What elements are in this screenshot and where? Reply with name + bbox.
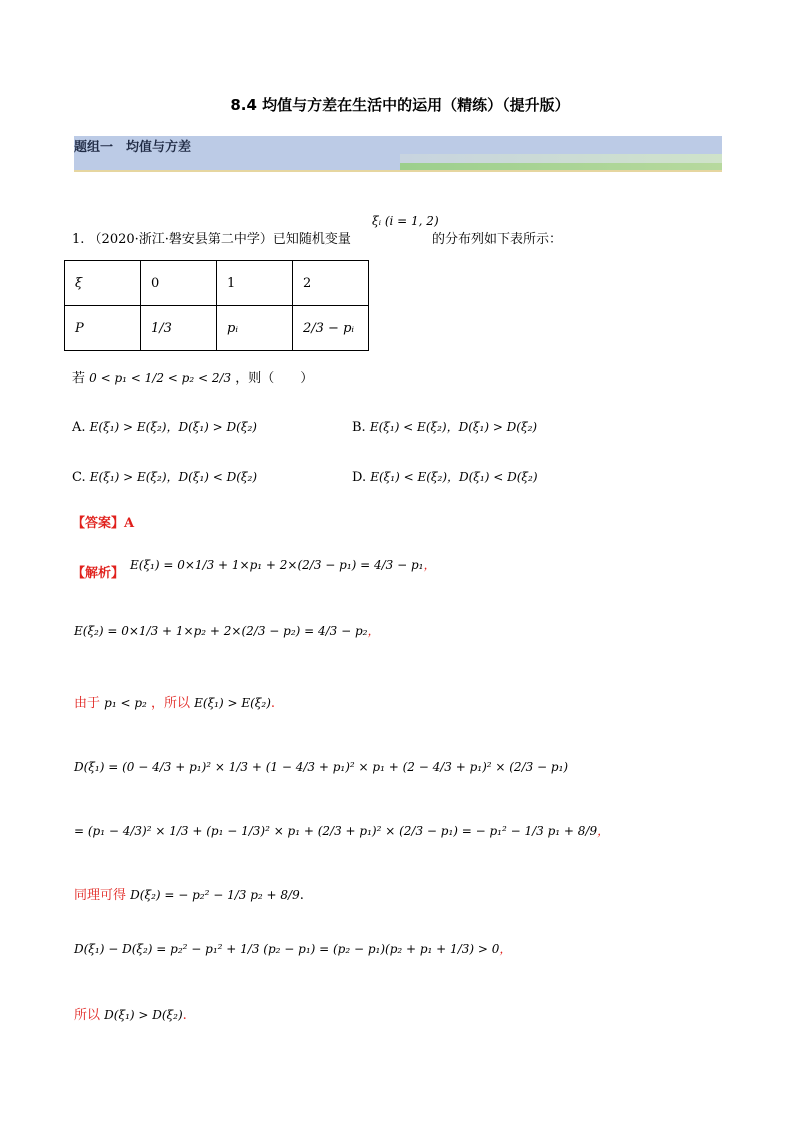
text: ，所以 (150, 696, 190, 711)
option-a[interactable] (72, 418, 257, 435)
equation: D(ξ₁) − D(ξ₂) = p₂² − p₁² + 1/3 (p₂ − p₁) = (p₂ − p₁)(p₂ + p₁ + 1/3) > 0 (74, 942, 500, 956)
option-text: E(ξ₁) > E(ξ₂)，D(ξ₁) < D(ξ₂) (89, 470, 258, 484)
option-letter: C. (72, 470, 86, 485)
analysis-line-4: D(ξ₁) = (0 − 4/3 + p₁)² × 1/3 + (1 − 4/3 + p₁)² × p₁ + (2 − 4/3 + p₁)² × (2/3 − p₁) (74, 760, 569, 774)
table-cell: P (65, 306, 141, 351)
punct: . (270, 696, 276, 711)
punct: . (299, 888, 304, 903)
table-cell: pᵢ (217, 306, 293, 351)
table-row (65, 306, 369, 351)
equation: D(ξ₂) = − p₂² − 1/3 p₂ + 8/9 (130, 888, 300, 902)
table-cell: 1/3 (141, 306, 217, 351)
random-variable: ξᵢ (i = 1, 2) (372, 214, 439, 228)
page-title: 8.4 均值与方差在生活中的运用（精练）（提升版） (230, 96, 570, 114)
table-cell: 2/3 − pᵢ (293, 306, 369, 351)
equation: D(ξ₁) > D(ξ₂) (104, 1008, 183, 1022)
analysis-line-2 (74, 622, 380, 639)
equation: p₁ < p₂ (104, 696, 147, 710)
equation: = (p₁ − 4/3)² × 1/3 + (p₁ − 1/3)² × p₁ + (2/3 + p₁)² × (2/3 − p₁) = − p₁² − 1/3 p₁ + 8/9 (74, 824, 598, 838)
table-row (65, 261, 369, 306)
analysis-line-8 (74, 1004, 187, 1023)
analysis-line-1 (130, 556, 436, 573)
condition-math: 0 < p₁ < 1/2 < p₂ < 2/3 (89, 371, 232, 385)
answer-label: 【答案】A (72, 516, 135, 531)
text: 所以 (74, 1008, 101, 1023)
distribution-table (64, 260, 369, 351)
question-source: （2020·浙江·磐安县第二中学）已知随机变量 (88, 232, 351, 247)
analysis-line-6 (74, 884, 304, 903)
option-text: E(ξ₁) < E(ξ₂)，D(ξ₁) < D(ξ₂) (370, 470, 538, 484)
condition-line (72, 367, 313, 386)
table-cell: 1 (217, 261, 293, 306)
analysis-label: 【解析】 (72, 566, 125, 581)
option-letter: B. (352, 420, 366, 435)
question-number: 1. (72, 232, 85, 247)
option-d[interactable] (352, 468, 538, 485)
punct: ， (367, 624, 380, 638)
punct: ， (423, 558, 436, 572)
option-text: E(ξ₁) > E(ξ₂)，D(ξ₁) > D(ξ₂) (89, 420, 257, 434)
analysis-line-7 (74, 940, 511, 957)
condition-suffix: ，则（ ） (235, 371, 314, 386)
equation: E(ξ₁) > E(ξ₂) (194, 696, 271, 710)
equation: E(ξ₁) = 0×1/3 + 1×p₁ + 2×(2/3 − p₁) = 4/3 − p₁ (130, 558, 424, 572)
table-cell: 0 (141, 261, 217, 306)
punct: ， (499, 942, 512, 956)
section-band-green-stripe (400, 163, 722, 170)
table-cell: ξ (65, 261, 141, 306)
punct: ， (597, 824, 610, 838)
condition-prefix: 若 (72, 371, 86, 386)
option-letter: D. (352, 470, 367, 485)
option-letter: A. (72, 420, 86, 435)
question-suffix: 的分布列如下表所示： (432, 232, 563, 247)
equation: E(ξ₂) = 0×1/3 + 1×p₂ + 2×(2/3 − p₂) = 4/3 − p₂ (74, 624, 368, 638)
option-text: E(ξ₁) < E(ξ₂)，D(ξ₁) > D(ξ₂) (369, 420, 538, 434)
analysis-line-3 (74, 692, 275, 711)
option-b[interactable] (352, 418, 537, 435)
option-c[interactable] (72, 468, 257, 485)
question-line (72, 228, 351, 247)
punct: . (182, 1008, 187, 1023)
table-cell: 2 (293, 261, 369, 306)
analysis-line-5 (74, 822, 609, 839)
text: 同理可得 (74, 888, 127, 903)
text: 由于 (74, 696, 101, 711)
section-band-label: 题组一 均值与方差 (74, 140, 192, 155)
